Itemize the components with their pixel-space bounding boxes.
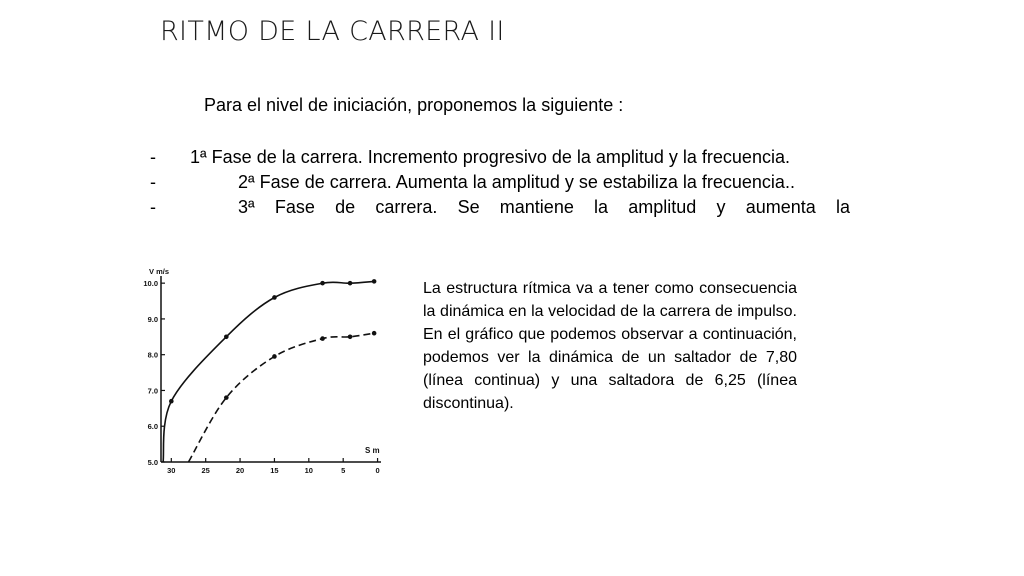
phase-list bbox=[150, 145, 850, 220]
y-tick-label: 5.0 bbox=[147, 458, 158, 467]
data-point-dashed bbox=[372, 331, 377, 336]
data-point-solid bbox=[320, 281, 325, 286]
x-tick-label: 0 bbox=[375, 466, 380, 475]
x-axis-label: S m bbox=[365, 446, 380, 455]
data-point-solid bbox=[224, 335, 229, 340]
y-tick-label: 7.0 bbox=[147, 386, 158, 396]
bullet-dash: - bbox=[150, 172, 156, 192]
data-point-dashed bbox=[320, 336, 325, 341]
series-line-solid bbox=[163, 281, 374, 462]
x-tick-label: 20 bbox=[235, 466, 245, 475]
velocity-chart bbox=[135, 262, 395, 487]
phase-text-1: 1ª Fase de la carrera. Incremento progresivo de la amplitud y la frecuencia. bbox=[190, 147, 790, 167]
bullet-dash: - bbox=[150, 147, 156, 167]
y-tick-label: 9.0 bbox=[147, 314, 158, 324]
data-point-dashed bbox=[224, 395, 229, 400]
data-point-solid bbox=[169, 399, 174, 404]
x-tick-label: 15 bbox=[270, 466, 279, 475]
series-line-dashed bbox=[189, 333, 375, 462]
phase-text-2: 2ª Fase de carrera. Aumenta la amplitud y se estabiliza la frecuencia.. bbox=[238, 172, 795, 192]
phase-item-1 bbox=[150, 145, 850, 170]
phase-text-3: 3ª Fase de carrera. Se mantiene la amplitud y aumenta la bbox=[238, 197, 850, 217]
x-tick-label: 10 bbox=[304, 466, 313, 475]
x-tick-label: 25 bbox=[201, 466, 210, 475]
y-tick-label: 6.0 bbox=[147, 422, 158, 432]
phase-item-3 bbox=[150, 195, 850, 220]
intro-text: Para el nivel de iniciación, proponemos la siguiente : bbox=[204, 95, 624, 115]
data-point-solid bbox=[348, 281, 353, 286]
bullet-dash: - bbox=[150, 197, 156, 217]
slide-title: RITMO DE LA CARRERA II bbox=[160, 16, 505, 47]
x-tick-label: 5 bbox=[341, 466, 346, 475]
y-tick-label: 8.0 bbox=[147, 350, 158, 360]
y-axis-label: V m/s bbox=[149, 267, 170, 276]
data-point-dashed bbox=[348, 335, 353, 340]
phase-item-2 bbox=[150, 170, 850, 195]
data-point-solid bbox=[372, 279, 377, 284]
y-tick-label: 10.0 bbox=[143, 279, 158, 289]
x-tick-label: 30 bbox=[167, 466, 176, 475]
data-point-solid bbox=[272, 295, 277, 300]
data-point-dashed bbox=[272, 354, 277, 359]
explanation-paragraph: La estructura rítmica va a tener como consecuencia la dinámica en la velocidad de la carrera de impulso. En el gráfico que podemos observar a continuación, podemos ver la dinámica de un saltador de 7,80 (línea continua) y una saltadora de 6,25 (línea discontinua). bbox=[423, 280, 797, 412]
